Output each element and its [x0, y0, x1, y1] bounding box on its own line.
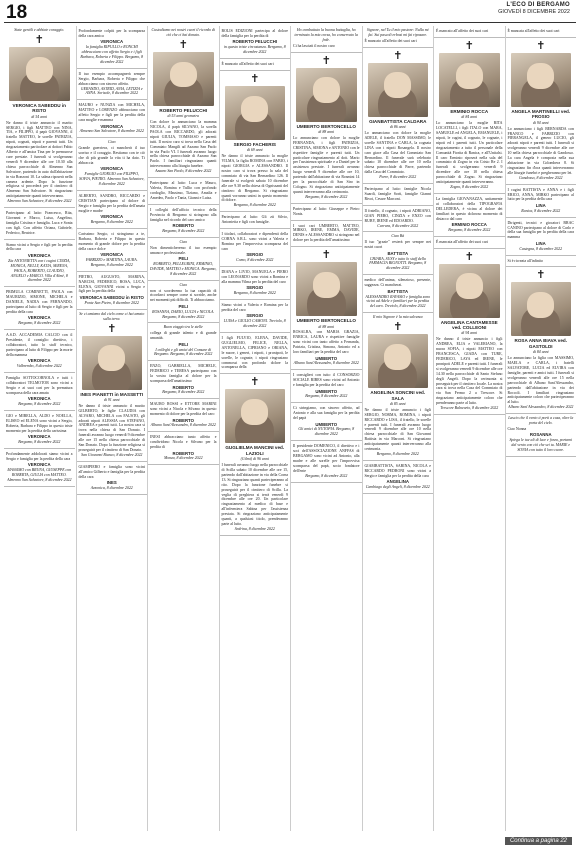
notice-dedicated-name: VERONICA	[27, 462, 51, 468]
notice-signature: Bergamo, 8 dicembre 2022	[233, 203, 276, 208]
notice-text: I titolari, collaboratori e dipendenti della CORNA S.R.L. sono vicini a Valeria e Romina per l'improvvisa scomparsa del caro	[221, 232, 288, 251]
notice-text: PIETRO, AUGUSTO, MARINA, NARCISI, FEDERICO, ROSA, LUCA, ELENA, GIOVANNI vicini a Sergio e figli per la perdita della	[78, 274, 145, 294]
deceased-age: di 53 anni geometra	[167, 114, 199, 119]
notice-text: La famiglia GIOVANAZZA, unitamente ai collaboratori della TIPOGRAFIA DELLEDERA, è vicina al dolore dei familiari in questo doloroso momento di distacco dal caro	[436, 196, 503, 221]
cross-icon: ✝	[250, 71, 260, 85]
obituary-notice	[291, 26, 362, 53]
obituary-notice	[291, 370, 362, 403]
notice-text: Partecipano al lutto: Francesco, Rita, Giovanni e Marco, Luisa, Angelino, famiglia Cristina e famiglia. Luca e Sonia con figli. Con affetto Oriana, Gabriele, Federico, Beatrice.	[6, 211, 73, 235]
obituary-notice	[77, 138, 148, 191]
column-5	[290, 26, 362, 831]
notice-dedicated-name: VERONICA	[27, 252, 51, 258]
deceased-age: di 54 anni	[31, 114, 48, 119]
obituary-notice	[4, 449, 75, 487]
obituary-notice	[148, 26, 219, 178]
notice-text: Ne danno il triste annuncio la moglie VILMA, la figlia ROMINA con FABIO, i nipoti GIORGIA e ALESSANDRO. Il nostro caro si trova presso la sala del commiato di via San Bernardino 126. Il funerale si svolgerà sabato 10 dicembre alle ore 9.30 nella chiesa di Ognissanti del cimitero di Bergamo. Si ringraziano quanti vorranno unirsi in questo momento di dolore.	[221, 154, 288, 203]
notice-signature: in questo triste circostanza. Bergamo, 8 dicembre 2022	[223, 45, 286, 55]
notice-signature: Cambiago degli Angeli, 8 dicembre 2022	[365, 485, 430, 490]
notice-text: È mancata all'affetto dei suoi cari	[436, 239, 488, 244]
obituary-notice	[291, 204, 362, 221]
portrait-photo	[82, 336, 143, 390]
notice-signature: ROBERTO, PELLEGRINI, ERMINIO, DAVIDE, MATTEO e MONICA. Bergamo, 8 dicembre 2022	[150, 261, 217, 276]
notice-dedicated-name: VERONICA	[100, 214, 124, 220]
notice-signature: Azzano San Paolo, 8 dicembre 2022	[155, 169, 212, 174]
obituary-notice	[77, 191, 148, 229]
notice-signature: Bergamo, 8 dicembre 2022	[305, 194, 348, 199]
notice-text: Lo annunciano con dolore la moglie FERNANDA, i figli PATRIZIA, CRISTINA, SIMONA e ANTONIO con le rispettive famiglie e parenti tutti. Un particolare ringraziamento al dott. Mario per l'assistenza spirituale e a Daniel per le assistenza prestate. I funerali avranno luogo venerdì 9 dicembre alle ore 10, partendo dall'abitazione di via Rosmini 14 per la parrocchiale di San Siro in Cologno. Si ringraziano anticipatamente quanti interverranno alla cerimonia.	[293, 135, 360, 194]
notice-signature: Azzonica, 8 dicembre 2022	[90, 485, 133, 490]
deceased-name: ROSA ANNA BIAVA ved. GASTOLDI	[514, 338, 567, 349]
notice-signature: ALESSANDRO RAVASIO e famiglia sono vicini ad Adele e familiari per la perdita del caro. Treviolo, 8 dicembre 2022	[365, 294, 431, 309]
notice-dedicated-name: SERGIO	[246, 313, 264, 319]
notice-text: Il fratello, il cognato, i nipoti ADRIANO, GIAN PIERO, CINZIA e ENZO con RUBY, IRENE ed EDOARDO.	[364, 208, 431, 223]
notice-text: Lo annunciano la figlia con MASSIMO, MAELA e CARLA, i fratelli SALVATORE, LUCIA ed ELVIRA con famiglie, parenti e amici tutti. I funerali si svolgeranno venerdì alle ore 15 nella parrocchiale di Albano Sant'Alessandro, partendo dall'abitazione in via dei Roccoli. I familiari ringraziano anticipatamente coloro che parteciperanno al lutto.	[507, 356, 574, 405]
notice-text: GIAMPIERO e famiglia sono vicini all'amico Gilberto e famiglia per la perdita della cara	[78, 464, 145, 479]
notice-epigraph: Signore, nel Tu il mio pastore: Nulla mi fai. Sui pascoli erbosi mi fai riposare.	[366, 28, 429, 37]
column-6	[362, 26, 434, 831]
notice-dedicated-name: UMBERTO	[315, 388, 338, 394]
notice-signature: Bergamo, 8 dicembre 2022	[376, 452, 419, 456]
notice-signature: Bergamo, 8 dicembre 2022	[305, 394, 348, 399]
obituary-notice	[363, 48, 434, 184]
deceased-age: di 88 anni	[318, 324, 335, 329]
notice-dedicated-name: ROBERTO	[172, 384, 194, 390]
notice-text: I figli FULVIO, ELENA, DAVIDE, GUGLIELMO, FELICE, NELLA, ANTONELLA, CIPRIANO e ORIANA, le nuore, i generi, i nipoti, i pronipoti, le sorelle, le cognate, i nipoti ringraziano commossi con profondo dolore la scomparsa della	[221, 336, 288, 370]
notice-signature: la famiglia RIPULLO e RONCHI abbracciano con affetto Sergio e i figli Barbara, Roberta e Filippo. Bergamo, 8 dicembre 2022	[80, 45, 144, 64]
deceased-name: ANGELINA SONCINI ved. SALA	[370, 390, 426, 401]
obituary-notice	[148, 361, 219, 399]
portrait-photo	[225, 389, 286, 443]
obituary-notice	[506, 38, 577, 185]
notice-text: Ciao Nonna	[507, 426, 527, 431]
notice-dedicated-name: VERONICA	[27, 315, 51, 321]
obituary-notice	[148, 399, 219, 432]
cross-icon: ✝	[536, 268, 546, 282]
obituary-notice	[434, 237, 505, 249]
portrait-photo	[511, 282, 572, 336]
obituary-notice	[220, 26, 291, 59]
obituary-notice	[148, 238, 219, 281]
notice-text: Siamo vicini a Sergio e figli per la perdita della cara	[6, 242, 73, 252]
notice-text: Ci ha lasciati il nostro caro	[293, 43, 335, 48]
notice-text: Ci stringiamo, con sincero affetto, ad Antonio e alla sua famiglia per la perdita del papà	[293, 406, 360, 421]
obituary-notice	[4, 287, 75, 330]
obituary-notice	[291, 247, 362, 370]
obituary-notice	[4, 26, 75, 208]
header-rule	[4, 22, 576, 23]
obituary-notice	[77, 100, 148, 138]
obituary-notice	[77, 69, 148, 101]
notice-signature: Parre, 8 dicembre 2022	[379, 175, 417, 180]
column-7	[433, 26, 505, 831]
notice-text: È mancata all'affetto dei suoi cari	[507, 29, 560, 33]
notice-dedicated-name: SERGIO	[246, 252, 264, 258]
deceased-age: di 91 anni	[103, 397, 120, 402]
notice-signature: MASSIMO con BRUNA, GIUSEPPE con ROBERTA, GIULIA con MATTEO. Almenno San Salvatore, 8 dicembre 2022	[7, 468, 72, 482]
deceased-name: ROBERTO PELUCCHI	[159, 107, 208, 113]
notice-dedicated-name: ANGELINA	[386, 479, 409, 485]
obituary-notice	[363, 232, 434, 275]
notice-signature: Bergamo, 8 dicembre 2022	[18, 321, 61, 326]
deceased-age: di 84 anni	[532, 350, 549, 355]
notice-text: Il tuo "grazie" resterà per sempre nei nostri cuori	[364, 240, 431, 250]
notice-epigraph: Ciao	[179, 282, 188, 287]
notice-signature: Como, 8 dicembre 2022	[236, 258, 274, 263]
notice-dedicated-name: ROBERTO	[172, 222, 194, 228]
notice-text: Famiglia SOTTOCORNOLA e tutti i collaboratori TELMOTOR sono vicini a Sergio e ai suoi cari per la prematura scomparsa della cara amata	[6, 376, 73, 395]
notice-dedicated-name: PELI	[178, 341, 189, 347]
notice-text: I consiglieri con tutto il CONSORZIO SOCIALE RIBES sono vicini ad Antonio e famiglia per la perdita del caro	[293, 373, 360, 388]
notice-signature: Bergamo, 8 dicembre 2022	[162, 390, 205, 395]
notice-signature: Almenno San Salvatore, 8 dicembre 2022	[7, 199, 72, 204]
notice-dedicated-name: ERMINIO ROCCA	[451, 221, 487, 227]
notice-text: Profondamente colpiti per la scomparsa della cara amica	[78, 29, 145, 38]
portrait-photo	[153, 52, 214, 106]
column-3	[147, 26, 219, 831]
notice-dedicated-name: LINA	[535, 202, 546, 208]
notice-text: DIANA e LIVIO, MANUELA e PIERO con LEONARDO sono vicini a Romina e alla mamma Vilma per la perdita del caro	[221, 269, 288, 284]
continuation-note[interactable]: Continua a pagina 22	[505, 837, 572, 845]
notice-text: ENZO, GABRIELLA, MICHELE, FEDERICO e TERESA partecipano con la vostra famiglia al dolore per la scomparsa dell'amatissimo	[150, 364, 217, 384]
deceased-name: VERONICA SABEDDU in RISTO	[12, 102, 66, 114]
portrait-photo	[296, 68, 357, 122]
notice-text: Il tuo esempio accompagnerà sempre Sergio, Barbara, Roberta e Filippo che abbracciamo con sincero affetto.	[78, 71, 145, 86]
notice-text: È mancato all'affetto dei suoi cari	[364, 38, 417, 43]
obituary-notice	[506, 26, 577, 38]
obituary-notice	[148, 205, 219, 238]
notice-text: Con dolore lo annunciano la mamma NICOLA, il papà SILVANO, la sorella PAOLA con RICCARDO, gli adorati nipoti GIULIA, TOMMASO e parenti tutti. Il nostro caro si trova nella Casa del Commiato Mangili ad Azzano San Paolo in via Paolo VI. I funerali avranno luogo nella chiesa parrocchiale di Azzano San Paolo. I familiari ringraziano quanti interverranno alla liturgia funebre.	[150, 120, 217, 169]
obituary-notice	[148, 323, 219, 361]
portrait-photo	[368, 334, 429, 388]
deceased-age: di 86 anni	[389, 125, 406, 130]
publication-name: L'ECO DI BERGAMO	[506, 2, 570, 8]
obituary-notice	[220, 267, 291, 300]
notice-text: ALBERTO, SANDRO, RICCARDO e CRISTIAN partecipano al dolore di Sergio e famiglia per la perdita dell'amata moglie e madre	[78, 193, 145, 213]
portrait-photo	[439, 264, 500, 318]
notice-signature: Albano Sant'Alessandro, 8 dicembre 2022	[293, 361, 359, 366]
notice-text: I suoi cari UMBERTO, MATTEO, MIRKO, IRENE, EMMA, DAVIDE, DENIS e ALESSANDRO si stringono nel dolore per la perdita dell'amatissimo	[293, 223, 360, 243]
notice-signature: Spiega le tue ali di luce e forza, portami dal vento con ciò che sei tu. MARIE e SONIA con tutto il loro cuore.	[509, 438, 573, 453]
obituary-notice	[77, 462, 148, 495]
notice-dedicated-name: LINA	[535, 240, 546, 246]
cross-icon: ✝	[464, 38, 474, 52]
notice-text: non ci scorderemo la tua capacità di ricordarci sempre come si sorride, anche nei momenti più difficili. Ti abbracciamo.	[150, 288, 217, 303]
notice-text: PRIMULA COMINETTI, PAOLA con MAURIZIO, SIMONE, MICHELA e DANIELE, NADIA con FERNANDO, partecipano al lutto di Sergio e figli per la perdita della cara	[6, 290, 73, 314]
deceased-age: di 69 anni	[246, 148, 263, 153]
notice-signature: Zogno, 8 dicembre 2022	[450, 185, 489, 189]
obituary-notice	[291, 403, 362, 441]
notice-text: Lo annunciano la moglie RITA LOCATELLI, i figli ITALO con MARA, SAMUELE ed ANGELA, EMANUELE, i nipoti, le cugini, il cognato, le cognate, i nipoti ed i parenti tutti. Un particolare ringraziamento a tutto il personale della Comunità Fiorita di Ranica, e all'Unitalsi. Il caro Erminio riposerà nella sala del commiato di Zogno in via Cristo Re 2. I funerali si svolgeranno venerdì 9 dicembre alle ore 10 nella chiesa parrocchiale di Zogno. Si ringraziano anticipatamente quanti interverranno.	[436, 121, 503, 185]
notice-dedicated-name: UMBERTO	[315, 421, 338, 427]
notice-signature: Ponte San Pietro, 8 dicembre 2022	[84, 300, 139, 305]
issue-date: GIOVEDÌ 8 DICEMBRE 2022	[498, 9, 570, 15]
notice-signature: Valbrembo, 8 dicembre 2022	[16, 364, 62, 369]
cross-icon: ✝	[107, 321, 117, 335]
notice-dedicated-name: BATTISTA	[387, 250, 409, 256]
obituary-notice	[291, 221, 362, 248]
notice-dedicated-name: INES	[106, 480, 117, 485]
notice-epigraph: Siate gentili e abbiate coraggio.	[14, 28, 65, 32]
obituary-notice	[220, 59, 291, 71]
obituary-notice	[363, 26, 434, 48]
notice-dedicated-name: VERONICA	[100, 123, 124, 129]
deceased-name: ERMINIO ROCCA	[450, 108, 489, 114]
deceased-age: (Gilmi) di 96 anni	[240, 457, 269, 462]
column-1	[4, 26, 75, 831]
notice-text: Non dimenticheremo il tuo esempio umano e professionale.	[150, 245, 217, 255]
obituary-notice	[434, 194, 505, 237]
notice-text: Partecipano al lutto: famiglie Nicola Suardi, famiglie Sorti, famiglie Gianni Rivoi, Cesare Marconi.	[364, 187, 431, 201]
cross-icon: ✝	[536, 38, 546, 52]
notice-signature: Bergamo, 8 dicembre 2022	[448, 227, 491, 232]
notice-signature: Trescore Balneario, 8 dicembre 2022	[440, 406, 499, 411]
portrait-photo	[368, 63, 429, 117]
notice-dedicated-name: VERONICA SABEDDU in RISTO	[79, 294, 144, 300]
notice-dedicated-name: VERONICA	[27, 434, 51, 440]
notice-dedicated-name: ROSANNA	[529, 432, 552, 438]
notice-dedicated-name: UMBERTO	[315, 355, 338, 361]
deceased-age: di 88 anni	[318, 130, 335, 135]
portrait-photo	[439, 53, 500, 107]
obituary-notice	[363, 275, 434, 313]
obituary-notice	[77, 310, 148, 462]
notice-epigraph: Se ci amiamo dal cielo come ci hai amato sulla terra.	[79, 311, 145, 321]
notice-signature: ROSANNA, DARIO, LUCIA e NICOLA. Bergamo, 8 dicembre 2022	[152, 309, 215, 319]
notice-text: GIAMBATTISTA, SABINA, NICOLA e RICCARDO PEDRONI sono vicini a Sergio e famiglia per la perdita della cara	[364, 463, 431, 478]
notice-dedicated-name: VERONICA	[100, 252, 124, 258]
notice-text: INESI abbracciano tanto affetto e condividono Nicola e Silvano per la perdita di	[150, 435, 217, 450]
notice-signature: Almenno San Salvatore, 8 dicembre 2022	[79, 129, 144, 134]
notice-text: Siamo vicini a Valeria e Romina per la perdita del caro	[221, 303, 288, 312]
notice-dedicated-name: ROBERTO	[172, 417, 194, 423]
notice-text: È mancato all'affetto dei suoi cari	[436, 29, 489, 33]
obituary-notice	[4, 330, 75, 373]
notice-text: BOLIS EDIZIONI partecipa al dolore della famiglia per la perdita di	[221, 29, 288, 38]
notice-text: I funerali avranno luogo nella parrocchiale di Scilla sabato 10 dicembre alle ore 15, partendo dall'abitazione in via della Corna 13. Si ringraziano quanti parteciperanno al rito. Dopo la funzione funebre si proseguirà per il cimitero di Scilla. La veglia di preghiera si terrà venerdì 9 dicembre alle ore 20. Un particolare ringraziamento al medico di base e all'infermiera Sabina per l'assistenza prestata. Si ringraziano anticipatamente quanti, a qualsiasi titolo, prenderanno parte al lutto.	[221, 463, 288, 526]
obituary-notice	[434, 26, 505, 38]
notice-text: È mancato all'affetto dei suoi cari	[221, 62, 274, 67]
obituary-notice	[434, 38, 505, 194]
deceased-name: ANGELA MARTINELLI ved. FROSIO	[511, 108, 571, 120]
cross-icon: ✝	[34, 32, 44, 46]
obituary-notice	[4, 208, 75, 240]
obituary-notice	[506, 414, 577, 457]
notice-dedicated-name: VERONICA	[27, 396, 51, 402]
obituary-notice	[4, 373, 75, 411]
deceased-name: UMBERTO BERTONCELLO	[296, 123, 356, 129]
notice-text: MAURO e NUNZIA con MICHELA, MATTEO e LORENZO abbracciano con affetto Sergio e figli per la perdita della cara moglie e mamma	[78, 103, 145, 123]
obituary-notice	[363, 461, 434, 494]
notice-dedicated-name: VERONICA	[100, 166, 124, 172]
notice-text: Partecipano al lutto: Gli zii Silvio, Antonietta e figli con famiglie.	[221, 215, 288, 225]
obituary-notice	[363, 184, 434, 206]
notice-text: Ne danno il triste annuncio il marito GILBERTO, le figlie CLAUDIA con ALVARO, MICHELA con FAUSTO, gli adorati nipoti ALESSIA con STEFANO, ANDREA e parenti tutti. La nostra cara si trova nella chiesa di San Donato. I funerali avranno luogo venerdì 9 dicembre alle ore 15 nella chiesa parrocchiale di San Donato. Dopo la funzione religiosa si proseguirà per il cimitero di San Donato.	[78, 403, 145, 452]
notice-dedicated-name: ROBERTO	[172, 450, 194, 456]
notice-text: Dirigenti, tecnici e giocatori BRAC CANINO partecipano al dolore di Carlo e della sua famiglia per la perdita della cara mamma	[507, 220, 574, 240]
notice-signature: Bergamo, 8 dicembre 2022	[305, 473, 348, 478]
notice-text: Profondamente addolorati siamo vicini a Sergio e famiglia per la perdita della cara	[6, 451, 73, 461]
obituary-notice	[77, 272, 148, 310]
notice-signature: GERANDO, ASTRID, ANIA, LETIZIA e ANNA. Sorisole, 8 dicembre 2022	[80, 86, 143, 96]
notice-signature: Bergamo, 8 dicembre 2022	[18, 402, 61, 407]
notice-text: I colleghi dell'ufficio tecnico della Provincia di Bergamo si stringono alla famiglia nel ricordo del caro amico	[150, 207, 217, 222]
column-4	[219, 26, 291, 831]
obituary-notice	[291, 53, 362, 204]
obituary-notice	[220, 333, 291, 374]
portrait-photo	[511, 53, 572, 107]
obituary-notice	[506, 185, 577, 218]
obituary-notice	[434, 249, 505, 415]
cross-icon: ✝	[321, 53, 331, 67]
notice-signature: Bergamo, 8 dicembre 2022	[162, 228, 205, 233]
cross-icon: ✝	[178, 37, 188, 51]
notice-text: Grande guerriera, ci mancherà il tuo sorriso e il coraggio. Restiamo con te ciò che di più grande la vita ti ha dato. Ti abbraccia	[78, 146, 145, 165]
notice-signature: Bergamo, 8 dicembre 2022	[233, 291, 276, 296]
obituary-notice	[220, 71, 291, 212]
deceased-name: INES PIANETTI in MASSETTI	[80, 391, 144, 397]
notice-epigraph: Ciao Bà	[391, 234, 405, 239]
notice-text: Lo annunciano con dolore la moglie ADELE, il fratello DON MASSIMO, le sorelle SANTINA e CARLA, la cognata LINA con i nipoti Rosangela. Il nostro caro giace alla Casa del Commiato San Bernardino. Il funerale sarà celebrato sabato 10 dicembre alle ore 10 nella chiesa parrocchiale di Parre, partendo dalla Casa del Commiato.	[364, 131, 431, 175]
notice-text: Il presidente DOMENICO, il direttivo e i soci dell'ASSOCIAZIONE ANFFAS di BERGAMO sono vicini ad Antonio, alla madre e alle sorelle per l'improvvisa scomparsa del papà, socio fondatore dell'ente	[293, 444, 360, 473]
portrait-photo	[296, 262, 357, 316]
notice-epigraph: Custodiamo nei nostri cuori il ricordo di ciò che ci hai donato.	[151, 28, 215, 37]
obituary-notice	[506, 256, 577, 268]
notice-dedicated-name: VERONICA	[100, 39, 124, 45]
deceased-name: SERGIO FACHERIS	[233, 141, 276, 147]
notice-signature: Gli amici di NUTOPIA. Bergamo, 8 dicembre 2022	[298, 427, 355, 437]
notice-signature: I colleghi e gli amici del Comune di Bergamo. Bergamo, 8 dicembre 2022	[154, 347, 213, 357]
notice-text: ROSALBA, con MARIA GRAZIA, ENRICA, LAURA e rispettive famiglie sono vicini con tanto affetto a Fernanda, Patrizia, Cristina, Simona, Antonio ed a loro familiari per la perdita del caro	[293, 330, 360, 355]
deceased-name: GUGLIELMA MANCINI ved. LAZIOLI	[225, 445, 285, 456]
obituary-notice	[77, 229, 148, 272]
notice-text: MAURO ROSSI e ETTORE MARINI sono vicini a Nicola e Silvano in questo momento di dolore per la perdita del caro	[150, 402, 217, 417]
notice-epigraph: Ciao	[107, 140, 116, 145]
obituary-notice	[506, 218, 577, 256]
notice-epigraph: Ciao	[179, 239, 188, 244]
notice-text: medico dell'anima, silenzioso, presente, saggezza. Ci mancherai.	[364, 278, 431, 288]
notice-dedicated-name: SERGIO	[246, 285, 264, 291]
notice-dedicated-name: BATTISTA	[387, 288, 409, 294]
notice-signature: Famiglie GIORGIO con FILIPPO, SOFIA, PIETRO. Almenno San Salvatore, 8 dicembre 2022	[79, 172, 145, 187]
notice-signature: FABRIZIO e MARTINA, LAURA. Bergamo, 8 dicembre 2022	[85, 257, 138, 267]
deceased-age: di 84 anni	[461, 115, 478, 120]
obituary-notice	[363, 206, 434, 233]
obituary-notice	[148, 178, 219, 205]
columns	[4, 26, 576, 831]
notice-signature: LUISA e GIULIO CAMONI. Treviolo, 8 dicembre 2022	[223, 319, 286, 329]
deceased-name: UMBERTO BERTONCELLO	[296, 318, 356, 324]
notice-signature: Albano Sant'Alessandro, 8 dicembre 2022	[508, 405, 574, 410]
cross-icon: ✝	[393, 320, 403, 334]
obituary-notice	[4, 411, 75, 449]
notice-epigraph: Ho combattuto la buona battaglia, ho terminato la mia corsa, ho conservato la fede.	[294, 28, 358, 42]
notice-epigraph: Lascio che il vento ti porti a casa, oltre la porta del cielo.	[508, 416, 574, 426]
notice-text: Ne danno il triste annuncio i figli ANDREA, ELIA e VALERIANO, la nuora SOFIA, i nipoti MATTEO con FRANCESCA, GIADA con TURE, FEDERICO, LAYA ed IRENE, le pronipoti ADELE e parenti tutti. I funerali si svolgeranno venerdì 9 dicembre alle ore 14.30 nella parrocchiale di Santo Stefano degli Angeli. Dopo la cerimonia si proseguirà per il cimitero locale. La nostra cara si trova nella Casa del Commiato di via San Fermo 2 a Trescore. Si ringraziano anticipatamente coloro che prenderanno parte al lutto.	[436, 337, 503, 406]
notice-epigraph: Il mio Signore è la mia salvezza	[372, 315, 423, 320]
obituary-notice	[148, 432, 219, 465]
deceased-name: ANGELINA CANTAMESSE ved. COLLEONI	[440, 319, 498, 331]
obituary-notice	[220, 229, 291, 267]
notice-text: Ne danno il triste annuncio i figli SERGIO, NORMA, ROMINA, i nipoti RICCARDO e LISA, il fratello, le sorelle e parenti tutti. I funerali avranno luogo venerdì 9 dicembre alle ore 10 nella chiesa parrocchiale di San Giovanni Battista in via Marconi. Si ringraziano anticipatamente quanti interverranno alla cerimonia.	[364, 407, 431, 452]
portrait-photo	[9, 47, 70, 101]
notice-dedicated-name: ROBERTO PELUCCHI	[232, 39, 278, 45]
cross-icon: ✝	[250, 375, 260, 389]
notice-text: collega di grande talento e di grande umanità.	[150, 331, 217, 341]
notice-text: Lo annunciano i figli BERNARDA con FRANCO e FABRIZIO con PIERANGELA, il genero LUCIO, gli adorati nipoti e parenti tutti. I funerali si svolgeranno venerdì 9 dicembre alle ore 10 nella chiesa parrocchiale di Gandosso. La cara Angela è composta nella sua abitazione in via Colombera 8. Si ringraziano fin d'ora quanti interverranno alle liturgie funebri e pregheranno per lei.	[507, 126, 574, 175]
notice-signature: Gandosso, 8 dicembre 2022	[518, 175, 563, 180]
notice-text: GIO e MIRELLA, ALDO e NOELLA, ELISEO ed ELENA sono vicini a Sergio, Roberta, Barbara e Filippo in questo triste momento per la perdita della carissima	[6, 413, 73, 433]
notice-epigraph: Buon viaggio tra le stelle	[163, 325, 203, 330]
cross-icon: ✝	[321, 248, 331, 262]
notice-text: I cugini BATTISTA e ANNA e i figli ERICO, ANNA, MIRKO partecipano al lutto per la perdita della cara	[507, 187, 574, 202]
notice-signature: Ranica, 8 dicembre 2022	[521, 208, 561, 213]
portrait-photo	[225, 86, 286, 140]
obituary-notice	[148, 281, 219, 324]
cross-icon: ✝	[464, 249, 474, 263]
notice-text: Partecipano al lutto: Luca e Mauro, Valeria, Romina e Tullio con profondo cordoglio, Massimo, Tiziano, Amalia e Amedeo, Paolo e Tania, Gianni e Luisa.	[150, 181, 217, 200]
notice-dedicated-name: PELI	[178, 255, 189, 261]
obituary-notice	[220, 374, 291, 535]
notice-text: Carissimo Sergio, ci stringiamo a te, Barbara, Roberta e Filippo in questo momento di grande dolore per la perdita della cara e dolce	[78, 231, 145, 251]
notice-text: Partecipano al lutto: Giuseppe e Pietro Nonis.	[293, 206, 360, 216]
notice-signature: Bergamo, 8 dicembre 2022	[18, 439, 61, 444]
column-2	[76, 26, 148, 831]
notice-text: Ne danno il triste annuncio il marito SERGIO, i figli MATTEO con NINA, TIA, e FILIPPO, il papà GIOVANNI, il fratello MATTEO, le sorelle PATRIZIA, nipoti, cognati, nipoti e parenti tutti. Un ringraziamento particolare ai dottori Fabio Alberto e all'amica Tina per le premurose cure prestate. I funerali si svolgeranno venerdì 9 dicembre alle ore 10.30 alla chiesa parrocchiale di Almenno San Salvatore, partendo in auto dall'abitazione in via Ronzoni 10. La salma riposerà nella camera ardente. Dopo la funzione religiosa si procederà per il cimitero di Almenno San Salvatore. Si ringraziano anticipatamente quanti interverranno.	[6, 120, 73, 199]
obituary-notice	[77, 26, 148, 69]
deceased-age: di 94 anni	[461, 331, 478, 336]
deceased-name: GIANBATTISTA CALDARA	[369, 118, 427, 124]
notice-signature: Albano Sant'Alessandro, 8 dicembre 2022	[150, 423, 216, 428]
page-number: 18	[6, 2, 28, 23]
notice-text: Si è ricreata all'infinito	[507, 258, 544, 263]
obituary-notice	[506, 267, 577, 414]
notice-signature: Monza, 8 dicembre 2022	[163, 456, 203, 461]
notice-signature: San Giovanni Bianco, 8 dicembre 2022	[81, 452, 143, 457]
obituary-notice	[220, 212, 291, 229]
notice-text: A.S.D. ACCADEMIA CALCIO con il Presidente, il consiglio direttivo, i collaboratori, tutto lo staff tecnico, partecipano al lutto di Filippo per la morte della mamma	[6, 333, 73, 357]
notice-signature: CHIARA, SUSY e tutto lo staff della FARMACIA BIGNOTTI. Bergamo, 8 dicembre 2022	[369, 256, 427, 271]
column-8	[505, 26, 577, 831]
notice-signature: Carrara, 8 dicembre 2022	[377, 223, 419, 228]
obituary-notice	[4, 240, 75, 288]
page-header	[0, 0, 580, 28]
masthead	[498, 2, 570, 16]
notice-dedicated-name: PELI	[178, 303, 189, 309]
notice-signature: Bergamo, 8 dicembre 2022	[90, 220, 133, 224]
notice-dedicated-name: VERONICA	[27, 358, 51, 364]
obituary-notice	[363, 313, 434, 461]
notice-signature: Zia ANTONIETTA con i cugini CINZIA, MONICA, NELLY, KATIA, SERENA, PAOLA, ROBERTO, CLAUDIO, ANGELO e MARCO. Villa d'Almè, 8 dicembre 2022	[8, 258, 71, 283]
notice-signature: Sedrina, 8 dicembre 2022	[234, 526, 275, 531]
cross-icon: ✝	[393, 48, 403, 62]
obituary-notice	[220, 300, 291, 333]
notice-signature: Castegna, 8 dicembre 2022	[519, 246, 563, 251]
deceased-age: di 85 anni	[389, 401, 406, 406]
obituary-notice	[291, 441, 362, 482]
deceased-age: di 94 anni	[532, 120, 549, 125]
